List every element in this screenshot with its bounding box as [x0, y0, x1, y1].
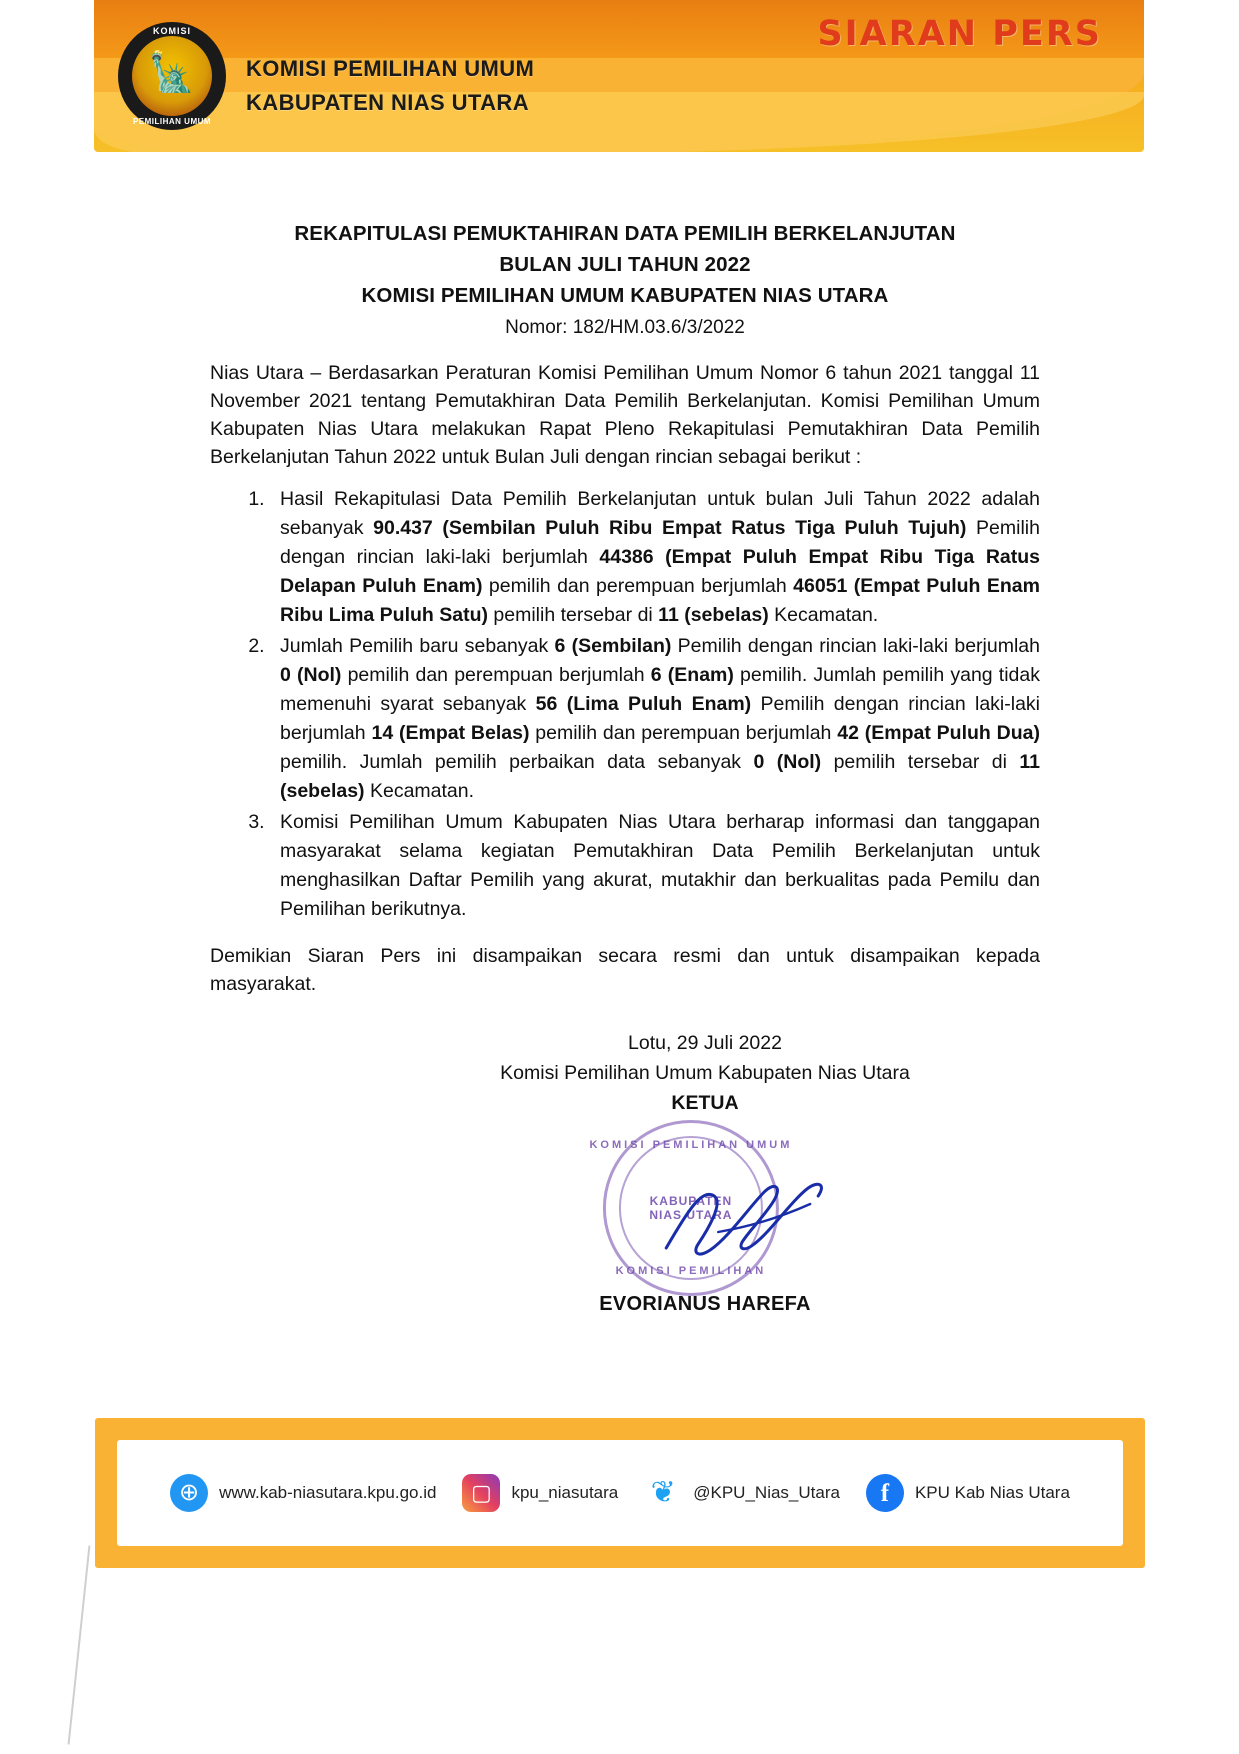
signature-institution: Komisi Pemilihan Umum Kabupaten Nias Utara	[500, 1062, 910, 1084]
body-text: pemilih. Jumlah pemilih perbaikan data sebanyak	[280, 751, 754, 773]
body-text: Komisi Pemilihan Umum Kabupaten Nias Utara berharap informasi dan tanggapan masyarakat selama kegiatan Pemutakhiran Data Pemilih Berkelanjutan untuk menghasilkan Daftar Pemilih yang akurat, mutakhir dan berkualitas pada Pemilu dan Pemilihan berikutnya.	[280, 811, 1040, 920]
body-text: Pemilih dengan rincian laki-laki berjumlah	[280, 693, 1041, 744]
stamp-bottom-text: KOMISI PEMILIHAN	[615, 1265, 767, 1277]
emphasis-text: 0 (Nol)	[753, 751, 822, 773]
emphasis-text: 0 (Nol)	[280, 664, 342, 686]
document-body	[210, 218, 1040, 1316]
body-text: Kecamatan.	[364, 780, 475, 802]
instagram-icon[interactable]: ▢	[462, 1474, 500, 1512]
footer-contact-item[interactable]	[644, 1474, 840, 1512]
garuda-icon	[132, 36, 212, 116]
footer-contact-label: KPU Kab Nias Utara	[914, 1483, 1070, 1502]
logo-bottom-label: PEMILIHAN UMUM	[132, 117, 212, 126]
footer-contact-item[interactable]	[170, 1474, 436, 1512]
footer-contact-item[interactable]	[866, 1474, 1070, 1512]
document-footer	[95, 1418, 1145, 1568]
press-release-badge: SIARAN PERS	[817, 14, 1102, 54]
org-line-1: KOMISI PEMILIHAN UMUM	[246, 56, 535, 81]
body-text: Pemilih dengan rincian laki-laki berjumlah	[671, 635, 1040, 657]
list-item	[270, 632, 1040, 806]
body-text: pemilih dan perempuan berjumlah	[341, 664, 651, 686]
document-title-line-3: KOMISI PEMILIHAN UMUM KABUPATEN NIAS UTARA	[361, 284, 889, 307]
body-text: Hasil Rekapitulasi Data Pemilih Berkelanjutan untuk bulan Juli Tahun 2022 adalah sebanyak	[280, 488, 1040, 539]
emphasis-text: 42 (Empat Puluh Dua)	[837, 722, 1040, 744]
footer-contact-item[interactable]	[462, 1474, 618, 1512]
footer-contact-label: @KPU_Nias_Utara	[693, 1483, 840, 1502]
organization-title	[246, 52, 534, 120]
emphasis-text: 11 (sebelas)	[280, 751, 1040, 802]
numbered-list	[210, 485, 1040, 924]
signatory-name: EVORIANUS HAREFA	[599, 1293, 811, 1315]
emphasis-text: 6 (Sembilan)	[554, 635, 672, 657]
body-text: pemilih dan perempuan berjumlah	[529, 722, 838, 744]
title-block	[210, 218, 1040, 345]
stamp-center-text	[649, 1194, 732, 1222]
official-stamp	[589, 1120, 793, 1296]
body-text: pemilih. Jumlah pemilih yang tidak memenuhi syarat sebanyak	[280, 664, 1040, 715]
body-text: pemilih dan perempuan berjumlah	[482, 575, 794, 597]
signature-role: KETUA	[671, 1092, 739, 1114]
body-text: Kecamatan.	[768, 604, 879, 626]
facebook-icon[interactable]: f	[866, 1474, 904, 1512]
twitter-icon[interactable]: ❦	[644, 1474, 682, 1512]
kpu-logo	[118, 22, 230, 140]
org-line-2: KABUPATEN NIAS UTARA	[246, 90, 529, 115]
signature-area	[370, 1118, 1040, 1293]
list-item	[270, 485, 1040, 630]
footer-contact-label: kpu_niasutara	[511, 1483, 619, 1502]
document-title-line-1: REKAPITULASI PEMUKTAHIRAN DATA PEMILIH BERKELANJUTAN	[294, 222, 956, 245]
signature-block	[210, 1028, 1040, 1316]
signature-place-date: Lotu, 29 Juli 2022	[628, 1032, 782, 1054]
emphasis-text: 6 (Enam)	[650, 664, 734, 686]
intro-paragraph: Nias Utara – Berdasarkan Peraturan Komisi Pemilihan Umum Nomor 6 tahun 2021 tanggal 11 November 2021 tentang Pemutakhiran Data Pemilih Berkelanjutan. Komisi Pemilihan Umum Kabupaten Nias Utara melakukan Rapat Pleno Rekapitulasi Pemutakhiran Data Pemilih Berkelanjutan Tahun 2022 untuk Bulan Juli dengan rincian sebagai berikut :	[210, 362, 1040, 468]
logo-ring-icon	[118, 22, 226, 130]
stamp-center-line-1: KABUPATEN	[649, 1194, 733, 1208]
list-item	[270, 808, 1040, 924]
document-header	[94, 0, 1144, 170]
logo-top-label: KOMISI	[152, 26, 192, 36]
emphasis-text: 46051 (Empat Puluh Enam Ribu Lima Puluh Satu)	[280, 575, 1040, 626]
body-text: Pemilih dengan rincian laki-laki berjumlah	[280, 517, 1040, 568]
emphasis-text: 44386 (Empat Puluh Empat Ribu Tiga Ratus Delapan Puluh Enam)	[280, 546, 1040, 597]
stamp-top-text: KOMISI PEMILIHAN UMUM	[589, 1139, 793, 1151]
body-text: pemilih tersebar di	[488, 604, 659, 626]
document-number: Nomor: 182/HM.03.6/3/2022	[505, 317, 745, 338]
emphasis-text: 90.437 (Sembilan Puluh Ribu Empat Ratus Tiga Puluh Tujuh)	[373, 517, 967, 539]
stamp-center-line-2: NIAS UTARA	[649, 1208, 733, 1222]
eagle-glyph-icon: 🗽	[148, 51, 196, 94]
header-bottom-strip	[94, 152, 1144, 170]
emphasis-text: 56 (Lima Puluh Enam)	[535, 693, 752, 715]
body-text: pemilih tersebar di	[821, 751, 1020, 773]
emphasis-text: 11 (sebelas)	[658, 604, 769, 626]
footer-contact-label: www.kab-niasutara.kpu.go.id	[219, 1483, 437, 1502]
globe-icon[interactable]: ⊕	[170, 1474, 208, 1512]
emphasis-text: 14 (Empat Belas)	[371, 722, 530, 744]
page-edge-artifact	[68, 1545, 91, 1744]
document-title-line-2: BULAN JULI TAHUN 2022	[499, 253, 751, 276]
closing-paragraph: Demikian Siaran Pers ini disampaikan secara resmi dan untuk disampaikan kepada masyarakat.	[210, 945, 1040, 995]
footer-contact-bar	[117, 1440, 1123, 1546]
body-text: Jumlah Pemilih baru sebanyak	[280, 635, 555, 657]
